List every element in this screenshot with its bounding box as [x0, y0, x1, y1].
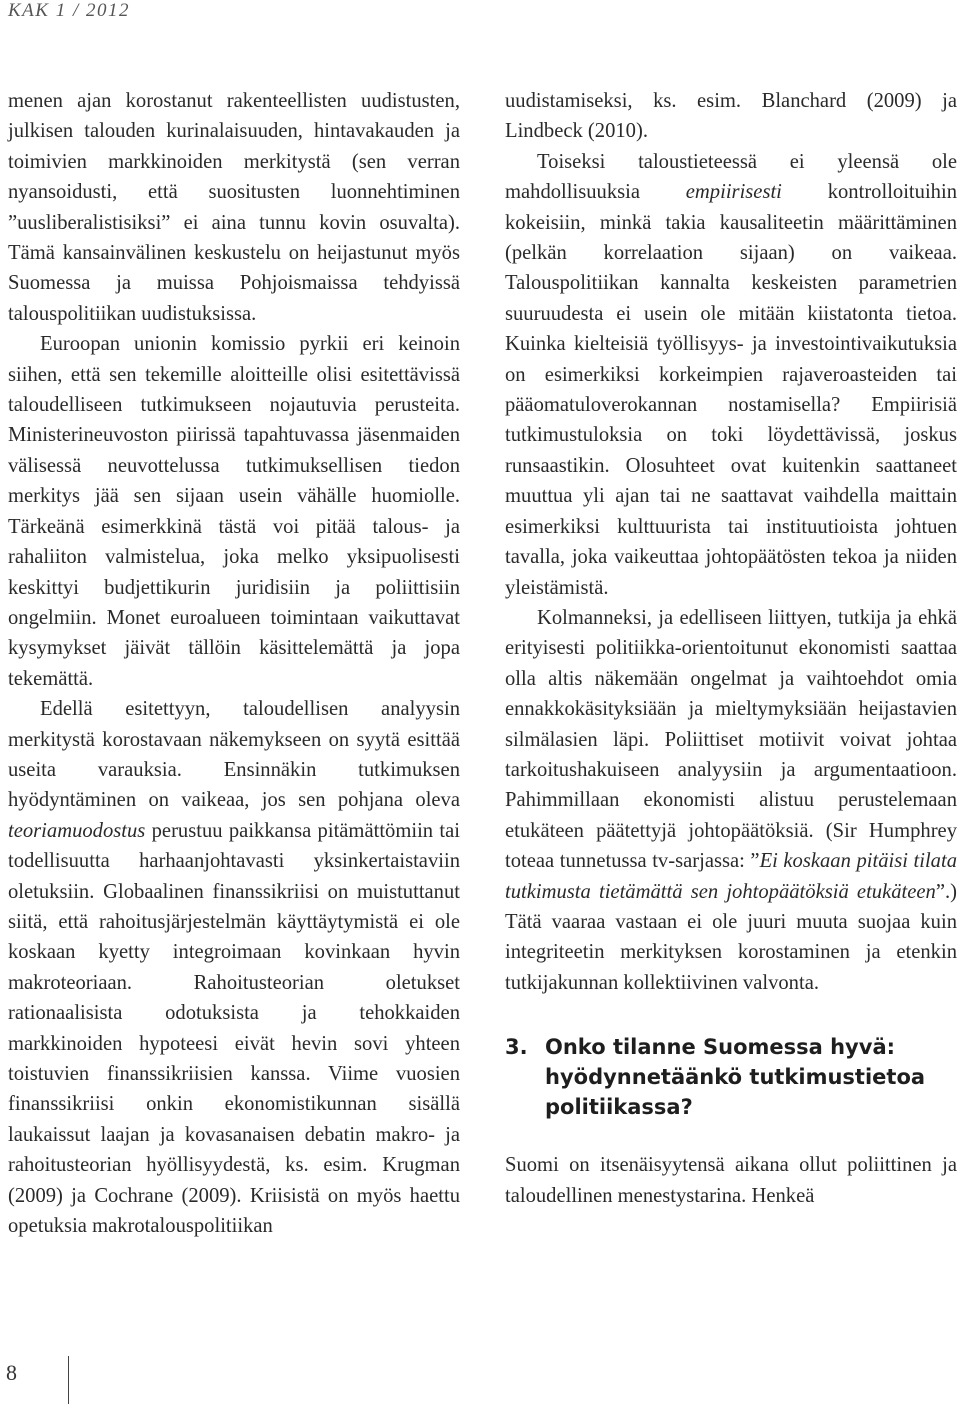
text-run: Edellä esitettyyn, taloudellisen analyysin merkitystä korostavaan näkemykseen on syytä esittää useita varauksia. Ensinnäkin tutkimuksen hyödyntäminen on vaikeaa, jos sen pohjana oleva	[8, 698, 460, 812]
emphasis: teoriamuodostus	[8, 819, 146, 842]
emphasis: Ei koskaan pitäisi tilata tutkimusta tietämättä sen johtopäätöksiä etukäteen	[505, 850, 957, 903]
running-head: KAK 1 / 2012	[8, 0, 130, 21]
emphasis: empiirisesti	[685, 181, 782, 204]
paragraph: menen ajan korostanut rakenteellisten uudistusten, julkisen talouden kurinalaisuuden, hintavakauden ja toimivien markkinoiden merkitystä (sen verran nyansoidusti, että suositusten luonnehtiminen ”uusliberalistisiksi” ei aina tunnu kovin osuvalta). Tämä kansainvälinen keskustelu on heijastunut myös Suomessa ja muissa Pohjoismaissa tehdyissä talouspolitiikan uudistuksissa.	[8, 90, 460, 325]
paragraph: Euroopan unionin komissio pyrkii eri keinoin siihen, että sen tekemille aloitteille olisi esitettävissä taloudelliseen tutkimukseen nojautuvia perusteita. Ministerineuvoston piirissä tapahtuvassa jäsenmaiden välisessä neuvottelussa tutkimuksellisen tiedon merkitys jää sen sijaan usein vähälle huomiolle. Tärkeänä esimerkkinä tästä voi pitää talous- ja rahaliiton valmistelua, joka melko yksipuolisesti keskittyi budjettikurin juridisiin ja poliittisiin ongelmiin. Monet euroalueen toimintaan vaikuttavat kysymykset jäivät tällöin käsittelemättä ja jopa tekemättä.	[8, 333, 460, 690]
section-number: 3.	[505, 1035, 528, 1060]
text-run: ”.) Tätä vaaraa vastaan ei ole juuri muuta suojaa kuin integriteetin merkityksen korostaminen ja etenkin tutkijakunnan kollektiivinen valvonta.	[505, 880, 957, 994]
text-run: perustuu paikkansa pitämättömiin tai todellisuutta harhaanjohtavasti yksinkertaistaviin oletuksiin. Globaalinen finanssikriisi on muistuttanut siitä, että rahoitusjärjestelmän käyttäytymistä ei ole koskaan kyetty integroimaan kovinkaan hyvin makroteoriaan. Rahoitusteorian oletukset rationaalisista odotuksista ja tehokkaiden markkinoiden hypoteesi eivät hevin sovi yhteen toistuvien finanssikriisien kanssa. Viime vuosien finanssikriisi onkin ekonomistikunnan sisällä laukaissut laajan ja kovasanaisen debatin makro- ja rahoitusteorian hyöllisyydestä, ks. esim. Krugman (2009) ja Cochrane (2009). Kriisistä on myös haettu opetuksia makrotalouspolitiikan	[8, 819, 460, 1238]
paragraph	[505, 147, 957, 603]
paragraph: Suomi on itsenäisyytensä aikana ollut poliittinen ja taloudellinen menestystarina. Henkeä	[505, 1154, 957, 1207]
paragraph: uudistamiseksi, ks. esim. Blanchard (2009) ja Lindbeck (2010).	[505, 90, 957, 143]
text-run: kontrolloituihin kokeisiin, minkä takia kausaliteetin määrittäminen (pelkän korrelaation sijaan) on vaikeaa. Talouspolitiikan kannalta keskeisten parametrien suuruudesta ei usein ole mitään kiistatonta tietoa. Kuinka kielteisiä työllisyys- ja investointivaikutuksia on esimerkiksi korkeimpien rajaveroasteiden tai pääomatuloverokannan nostamisella? Empiirisiä tutkimustuloksia on toki löydettävissä, joskus runsaastikin. Olosuhteet ovat kuitenkin saattaneet muuttua yli ajan tai ne saattavat vaihdella maittain esimerkiksi kulttuurista tai instituutioista johtuen tavalla, joka vaikeuttaa johtopäätösten tekoa ja niiden yleistämistä.	[505, 181, 957, 599]
page-rule-divider	[68, 1356, 69, 1404]
text-run: Toiseksi taloustieteessä ei yleensä ole mahdollisuuksia	[505, 150, 957, 204]
right-column	[505, 86, 957, 1211]
paragraph	[505, 603, 957, 998]
section-title: Onko tilanne Suomessa hyvä: hyödynnetäänkö tutkimustietoa politiikassa?	[545, 1035, 926, 1120]
page-number: 8	[6, 1360, 17, 1385]
left-column	[8, 86, 460, 1241]
paragraph	[8, 694, 460, 1241]
section-heading	[505, 1032, 957, 1122]
text-run: Kolmanneksi, ja edelliseen liittyen, tutkija ja ehkä erityisesti politiikka-orientoitunut ekonomisti saattaa olla altis näkemään ongelmat ja vaihtoehdot omia ennakkokäsityksiään ja mieltymyksiään heijastavien silmälasien läpi. Poliittiset motiivit voivat johtaa tarkoitushakuiseen analyysiin ja argumentaatioon. Pahimmillaan ekonomisti alistuu perustelemaan etukäteen päätettyjä johtopäätöksiä. (Sir Humphrey toteaa tunnetussa tv-sarjassa: ”	[505, 606, 957, 873]
